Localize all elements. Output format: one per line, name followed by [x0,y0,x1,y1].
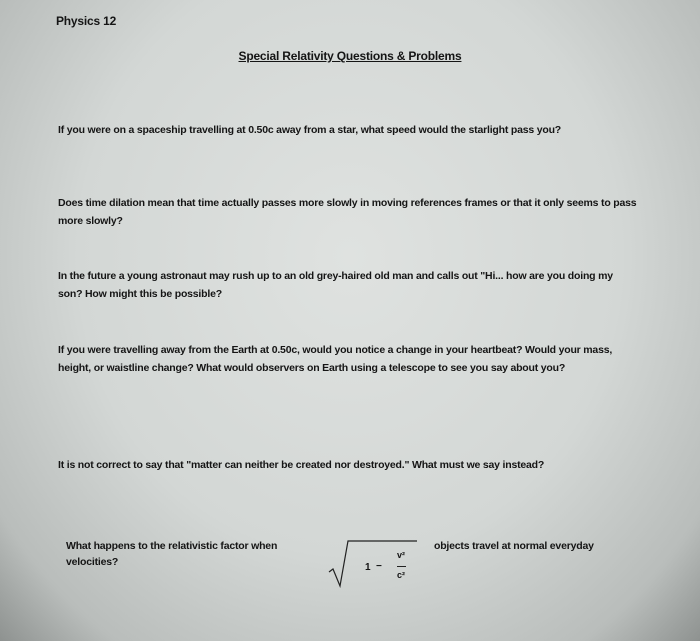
fraction-bar [397,566,406,567]
formula-numerator: v² [397,550,406,560]
question-2: Does time dilation mean that time actually passes more slowly in moving references frames or that it only seems to pass more slowly? [58,197,637,227]
lorentz-formula [327,538,417,588]
formula-denominator: c² [397,570,406,580]
page-title: Special Relativity Questions & Problems [238,49,462,63]
question-6-part1: What happens to the relativistic factor when [66,540,278,552]
sqrt-sign-icon [327,538,417,588]
formula-one: 1 [365,562,371,573]
formula-minus: − [376,561,382,572]
question-6-part1b: velocities? [66,556,119,568]
question-4: If you were travelling away from the Earth at 0.50c, would you notice a change in your heartbeat? Would your mass, height, or waistline change? What would observers on Earth using a telescope to see you say about you? [58,344,613,374]
question-6-part2: objects travel at normal everyday [434,540,594,552]
question-1: If you were on a spaceship travelling at 0.50c away from a star, what speed would the starlight pass you? [58,124,561,136]
course-label: Physics 12 [56,14,117,28]
question-3: In the future a young astronaut may rush up to an old grey-haired old man and calls out "Hi... how are you doing my son? How might this be possible? [58,270,613,300]
question-5: It is not correct to say that "matter can neither be created nor destroyed." What must we say instead? [58,459,545,471]
